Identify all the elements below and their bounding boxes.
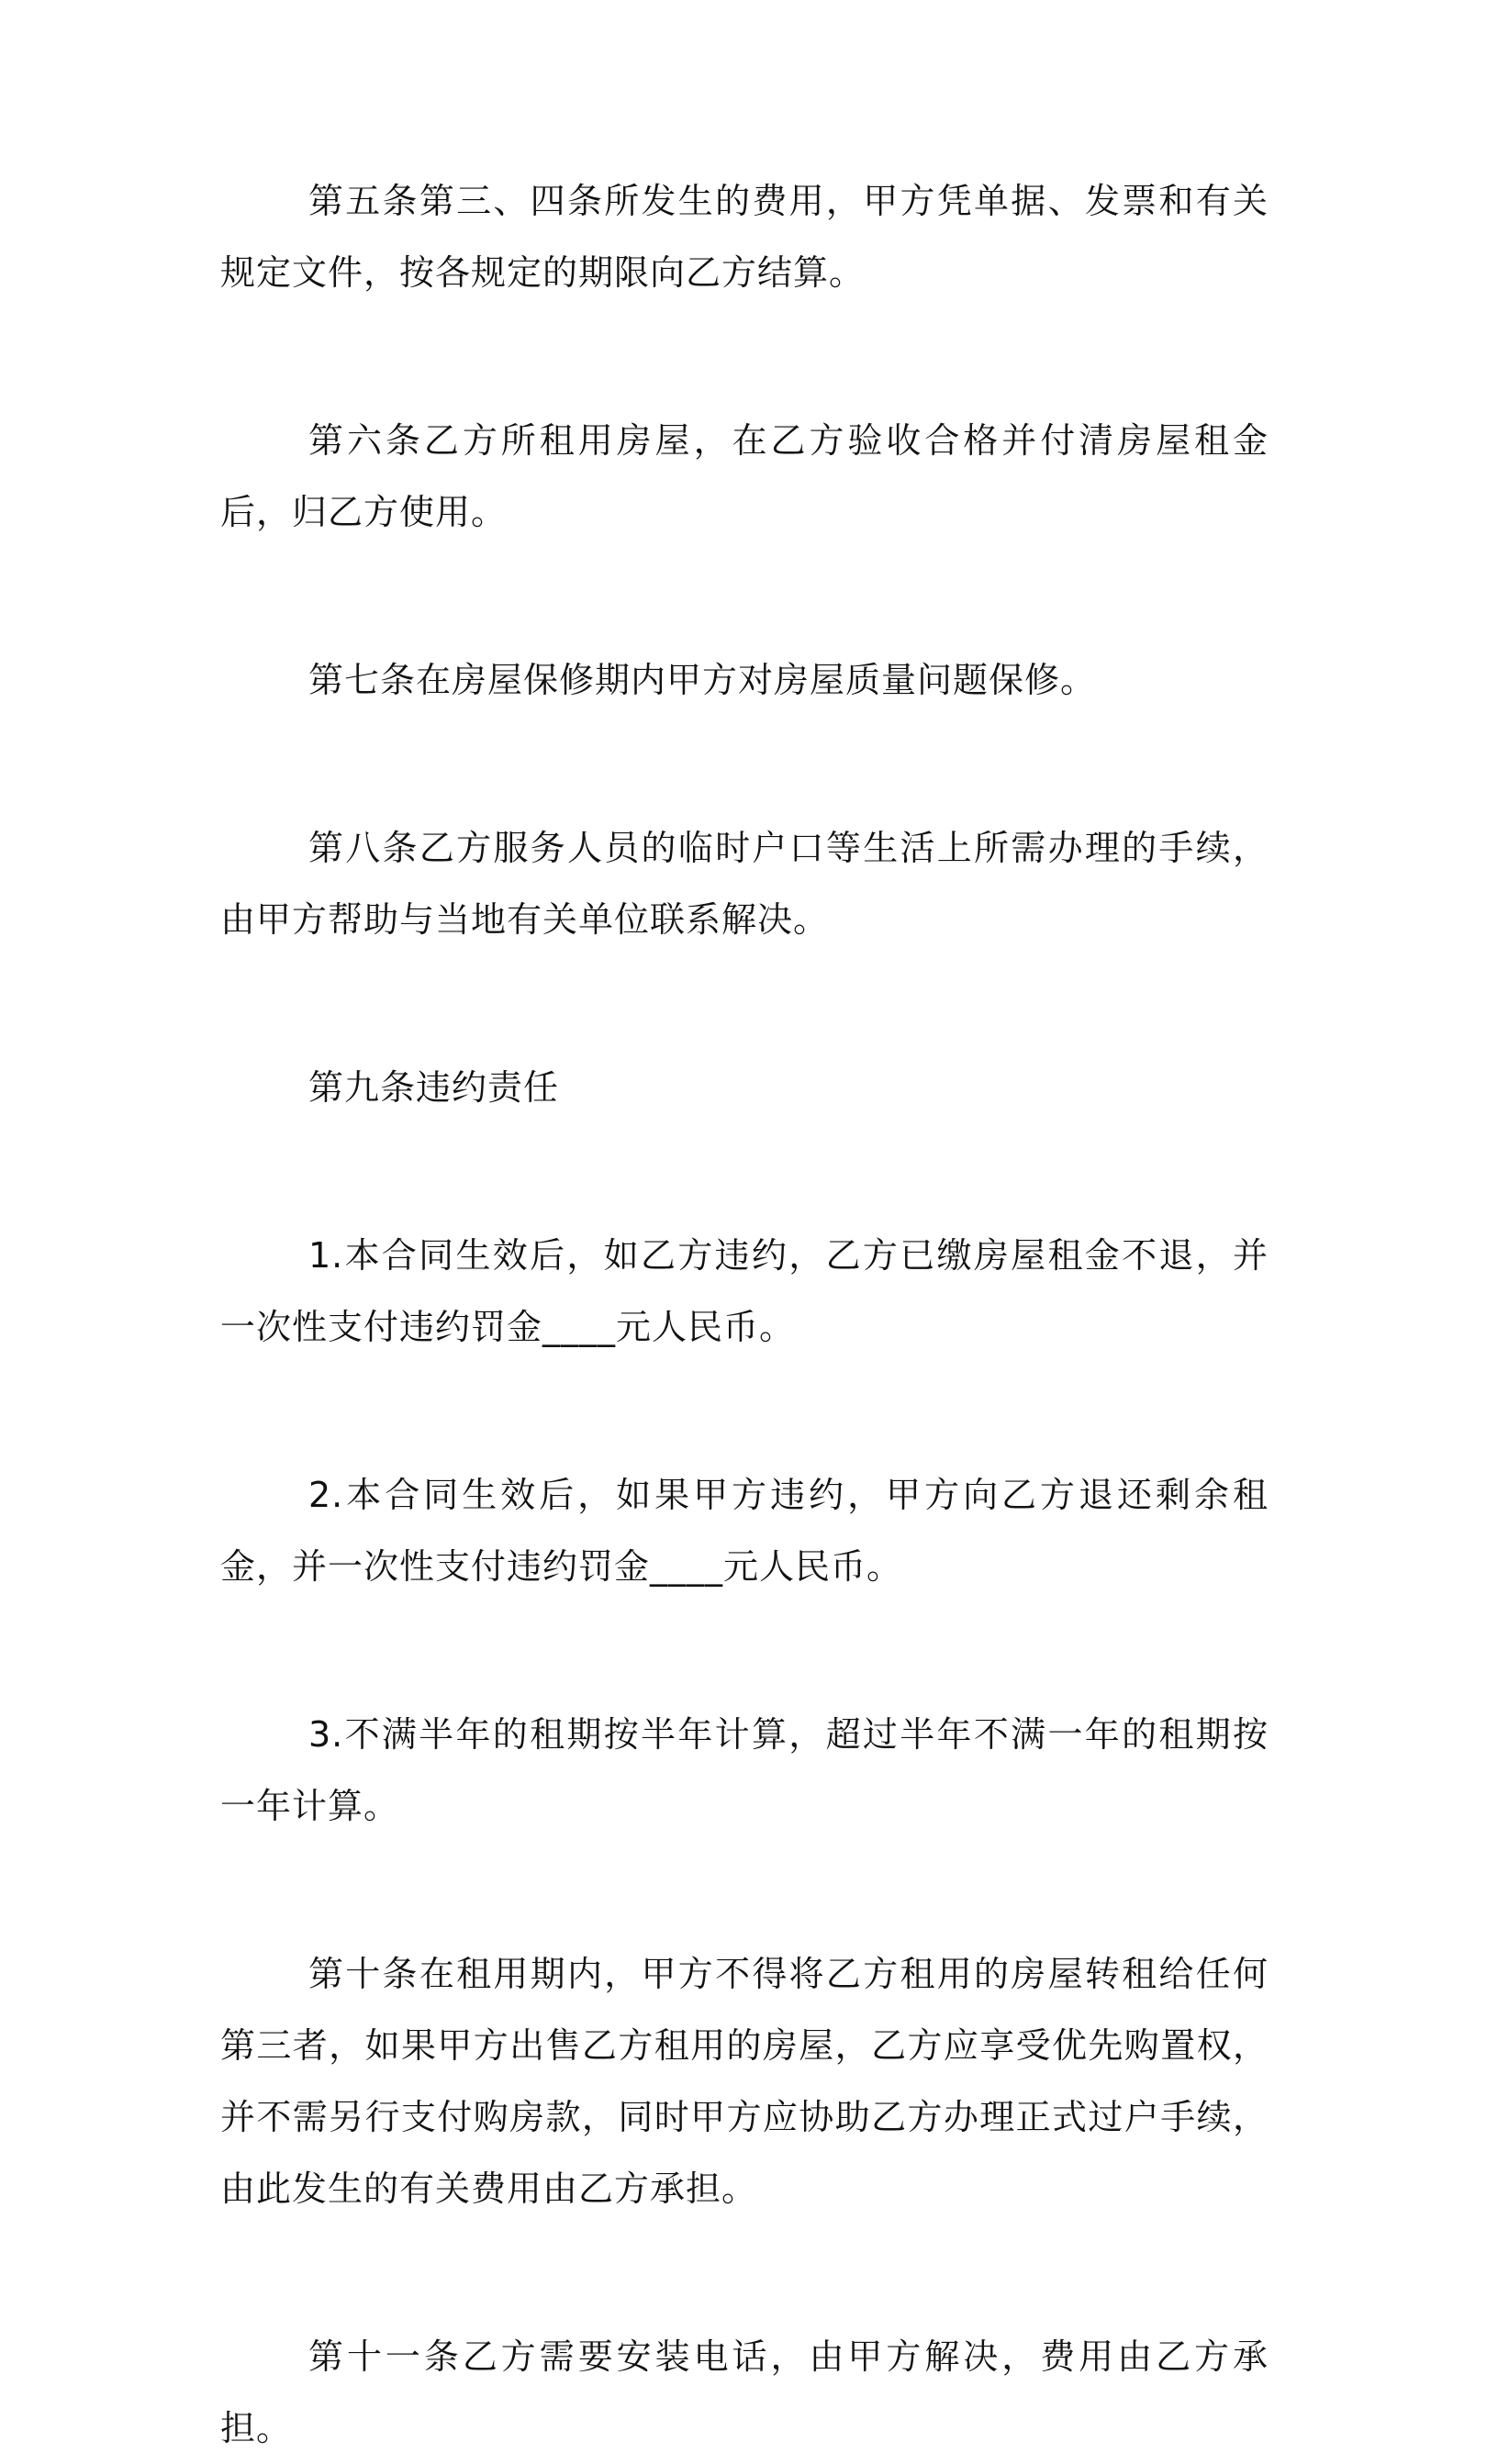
document-page <box>220 165 1269 2464</box>
clause-9-heading: 第九条违约责任 <box>308 1067 560 1108</box>
clause-8: 第八条乙方服务人员的临时户口等生活上所需办理的手续，由甲方帮助与当地有关单位联系解决。 <box>220 828 1269 940</box>
clause-6: 第六条乙方所租用房屋，在乙方验收合格并付清房屋租金后，归乙方使用。 <box>220 420 1269 532</box>
clause-9-item-1: 1.本合同生效后，如乙方违约，乙方已缴房屋租金不退，并一次性支付违约罚金____元人民币。 <box>220 1235 1269 1347</box>
clause-7: 第七条在房屋保修期内甲方对房屋质量问题保修。 <box>308 660 1097 700</box>
clause-5: 第五条第三、四条所发生的费用，甲方凭单据、发票和有关规定文件，按各规定的期限向乙方结算。 <box>220 181 1269 293</box>
clause-10: 第十条在租用期内，甲方不得将乙方租用的房屋转租给任何第三者，如果甲方出售乙方租用的房屋，乙方应享受优先购置权，并不需另行支付购房款，同时甲方应协助乙方办理正式过户手续，由此发生的有关费用由乙方承担。 <box>220 1954 1269 2209</box>
clause-9-item-2: 2.本合同生效后，如果甲方违约，甲方向乙方退还剩余租金，并一次性支付违约罚金____元人民币。 <box>220 1475 1269 1587</box>
clause-9-item-3: 3.不满半年的租期按半年计算，超过半年不满一年的租期按一年计算。 <box>220 1714 1269 1826</box>
clause-11: 第十一条乙方需要安装电话，由甲方解决，费用由乙方承担。 <box>220 2336 1269 2448</box>
